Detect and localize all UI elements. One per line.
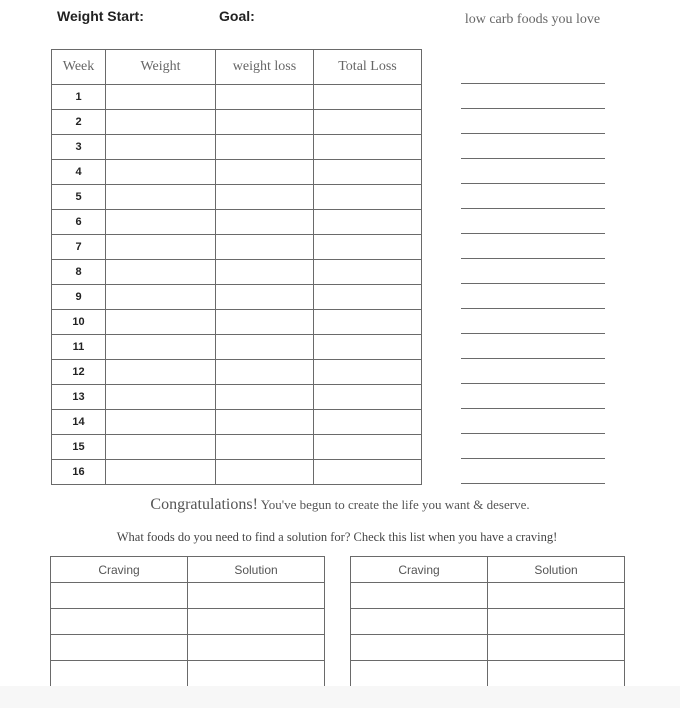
weight-loss-cell[interactable] [216,135,314,160]
week-number-cell: 9 [52,285,106,310]
solution-cell[interactable] [488,583,625,609]
weight-cell[interactable] [106,160,216,185]
total-loss-cell[interactable] [314,460,422,485]
weight-loss-cell[interactable] [216,335,314,360]
page-bottom-edge [0,686,680,708]
food-entry-line[interactable] [461,183,605,184]
total-loss-cell[interactable] [314,360,422,385]
craving-row [351,609,625,635]
solution-cell[interactable] [188,661,325,687]
food-entry-line[interactable] [461,333,605,334]
weight-loss-cell[interactable] [216,385,314,410]
food-entry-line[interactable] [461,308,605,309]
craving-header-row [51,557,325,583]
craving-cell[interactable] [51,609,188,635]
weight-loss-cell[interactable] [216,210,314,235]
food-entry-line[interactable] [461,158,605,159]
weight-cell[interactable] [106,335,216,360]
total-loss-cell[interactable] [314,160,422,185]
total-loss-cell[interactable] [314,435,422,460]
week-row [52,360,422,385]
week-number-cell: 12 [52,360,106,385]
craving-row [51,609,325,635]
goal-label: Goal: [219,8,255,24]
solution-cell[interactable] [188,635,325,661]
food-entry-line[interactable] [461,458,605,459]
craving-cell[interactable] [51,583,188,609]
week-row [52,435,422,460]
food-entry-line[interactable] [461,358,605,359]
week-number-cell: 4 [52,160,106,185]
weight-loss-cell[interactable] [216,185,314,210]
weight-loss-cell[interactable] [216,110,314,135]
weight-cell[interactable] [106,135,216,160]
weight-loss-cell[interactable] [216,310,314,335]
weight-start-label: Weight Start: [57,8,144,24]
weight-cell[interactable] [106,235,216,260]
week-number-cell: 2 [52,110,106,135]
food-entry-line[interactable] [461,233,605,234]
craving-table-left [50,556,325,687]
craving-table-right [350,556,625,687]
craving-cell[interactable] [351,635,488,661]
week-number-cell: 13 [52,385,106,410]
craving-row [51,635,325,661]
week-number-cell: 10 [52,310,106,335]
weight-loss-cell[interactable] [216,285,314,310]
week-row [52,410,422,435]
week-row [52,460,422,485]
craving-cell[interactable] [51,661,188,687]
weight-cell[interactable] [106,85,216,110]
week-number-cell: 14 [52,410,106,435]
total-loss-cell[interactable] [314,285,422,310]
total-loss-cell[interactable] [314,410,422,435]
food-entry-line[interactable] [461,133,605,134]
weight-cell[interactable] [106,210,216,235]
total-loss-cell[interactable] [314,135,422,160]
weight-cell[interactable] [106,185,216,210]
congratulations-text: You've begun to create the life you want & deserve. [257,497,530,512]
week-number-cell: 8 [52,260,106,285]
weight-loss-cell[interactable] [216,260,314,285]
solution-column-header: Solution [488,557,625,583]
weight-cell[interactable] [106,385,216,410]
week-row [52,110,422,135]
weight-cell[interactable] [106,435,216,460]
craving-row [51,661,325,687]
week-row [52,285,422,310]
column-header-weight-loss: weight loss [216,50,314,85]
total-loss-cell[interactable] [314,260,422,285]
total-loss-cell[interactable] [314,310,422,335]
total-loss-cell[interactable] [314,85,422,110]
weight-log-table [51,49,422,485]
weight-loss-cell[interactable] [216,85,314,110]
weight-cell[interactable] [106,460,216,485]
total-loss-cell[interactable] [314,235,422,260]
food-entry-line[interactable] [461,483,605,484]
craving-row [351,661,625,687]
weight-loss-cell[interactable] [216,410,314,435]
congratulations-lead: Congratulations! [150,496,258,513]
craving-cell[interactable] [51,635,188,661]
solution-cell[interactable] [488,661,625,687]
weight-cell[interactable] [106,310,216,335]
column-header-weight: Weight [106,50,216,85]
craving-cell[interactable] [351,661,488,687]
craving-header-row [351,557,625,583]
weight-cell[interactable] [106,410,216,435]
total-loss-cell[interactable] [314,385,422,410]
weight-loss-cell[interactable] [216,435,314,460]
weight-loss-cell[interactable] [216,460,314,485]
solution-column-header: Solution [188,557,325,583]
solution-cell[interactable] [188,583,325,609]
total-loss-cell[interactable] [314,110,422,135]
solution-cell[interactable] [188,609,325,635]
week-number-cell: 1 [52,85,106,110]
week-number-cell: 3 [52,135,106,160]
solution-cell[interactable] [488,609,625,635]
week-row [52,260,422,285]
weight-loss-cell[interactable] [216,160,314,185]
week-number-cell: 7 [52,235,106,260]
week-number-cell: 5 [52,185,106,210]
week-row [52,85,422,110]
week-row [52,160,422,185]
craving-row [351,635,625,661]
food-entry-line[interactable] [461,208,605,209]
weight-cell[interactable] [106,360,216,385]
food-entry-line[interactable] [461,108,605,109]
weight-table-header-row [52,50,422,85]
week-number-cell: 15 [52,435,106,460]
week-row [52,335,422,360]
total-loss-cell[interactable] [314,185,422,210]
craving-question: What foods do you need to find a solution for? Check this list when you have a craving! [116,530,558,544]
week-number-cell: 16 [52,460,106,485]
craving-cell[interactable] [351,609,488,635]
total-loss-cell[interactable] [314,335,422,360]
week-row [52,385,422,410]
low-carb-foods-title: low carb foods you love [464,12,601,27]
craving-column-header: Craving [351,557,488,583]
craving-cell[interactable] [351,583,488,609]
weight-cell[interactable] [106,110,216,135]
week-number-cell: 11 [52,335,106,360]
food-entry-line[interactable] [461,258,605,259]
solution-cell[interactable] [488,635,625,661]
week-row [52,185,422,210]
weight-loss-cell[interactable] [216,360,314,385]
food-entry-line[interactable] [461,408,605,409]
week-row [52,235,422,260]
craving-column-header: Craving [51,557,188,583]
food-entry-line[interactable] [461,433,605,434]
weight-cell[interactable] [106,260,216,285]
total-loss-cell[interactable] [314,210,422,235]
week-number-cell: 6 [52,210,106,235]
column-header-total-loss: Total Loss [314,50,422,85]
food-entry-line[interactable] [461,383,605,384]
week-row [52,135,422,160]
congratulations-message [0,496,680,514]
craving-row [51,583,325,609]
weight-cell[interactable] [106,285,216,310]
food-entry-line[interactable] [461,83,605,84]
food-entry-line[interactable] [461,283,605,284]
column-header-week: Week [52,50,106,85]
craving-row [351,583,625,609]
week-row [52,210,422,235]
week-row [52,310,422,335]
weight-loss-cell[interactable] [216,235,314,260]
